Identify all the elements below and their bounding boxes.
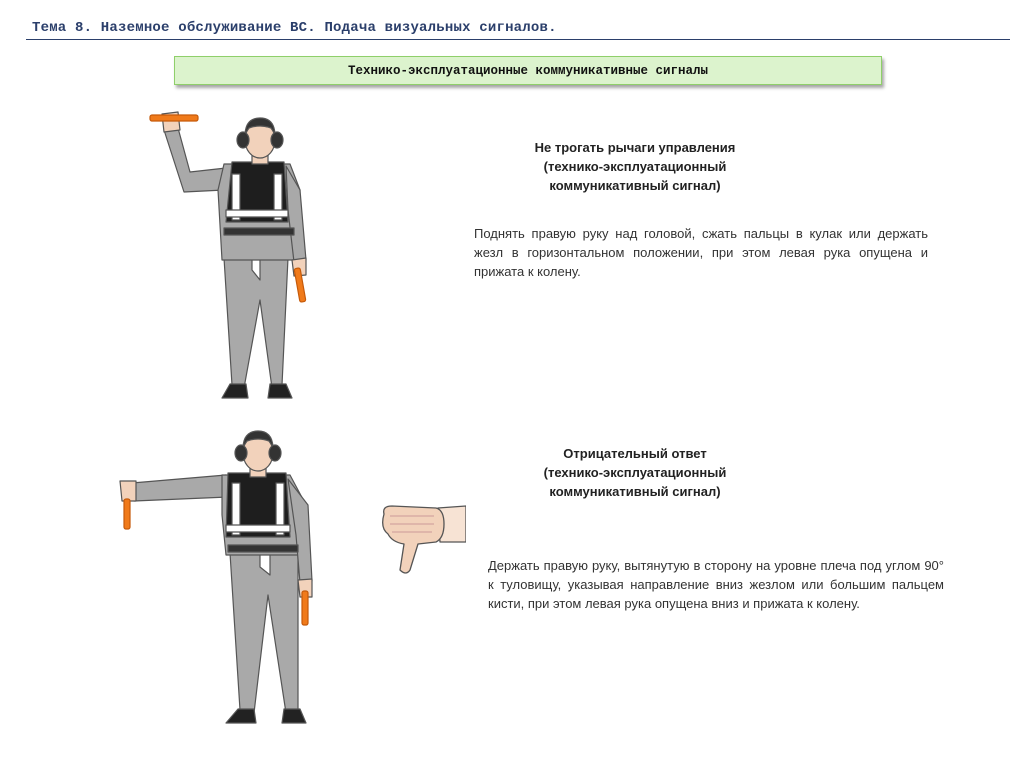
- signal-2-title-line-2: (технико-эксплуатационный: [543, 465, 727, 480]
- section-label: Технико-эксплуатационные коммуникативные сигналы: [347, 63, 709, 78]
- section-banner: [174, 56, 882, 85]
- signal-1-title: [520, 138, 750, 195]
- signal-1-title-line-1: Не трогать рычаги управления: [534, 140, 736, 155]
- signal-1-title-line-3: коммуникативный сигнал): [549, 178, 721, 193]
- signal-2-title-line-3: коммуникативный сигнал): [549, 484, 721, 499]
- signal-2-description: Держать правую руку, вытянутую в сторону на уровне плеча под углом 90° к туловищу, указывая направление вниз жезлом или большим пальцем кисти, при этом левая рука опущена вниз и прижата к колену.: [488, 558, 944, 611]
- signal-2-title-line-1: Отрицательный ответ: [563, 446, 707, 461]
- signal-2-title: [526, 444, 744, 501]
- signalman-arm-extended-figure: [110, 425, 325, 735]
- thumb-down-hand-icon: [378, 498, 466, 578]
- signal-1-description: Поднять правую руку над головой, сжать пальцы в кулак или держать жезл в горизонтальном положении, при этом левая рука опущена и прижата к колену.: [474, 226, 928, 279]
- title-divider: [26, 39, 1010, 40]
- signal-1-title-line-2: (технико-эксплуатационный: [543, 159, 727, 174]
- signalman-arm-raised-figure: [140, 100, 320, 410]
- slide-title: Тема 8. Наземное обслуживание ВС. Подача визуальных сигналов.: [32, 20, 557, 36]
